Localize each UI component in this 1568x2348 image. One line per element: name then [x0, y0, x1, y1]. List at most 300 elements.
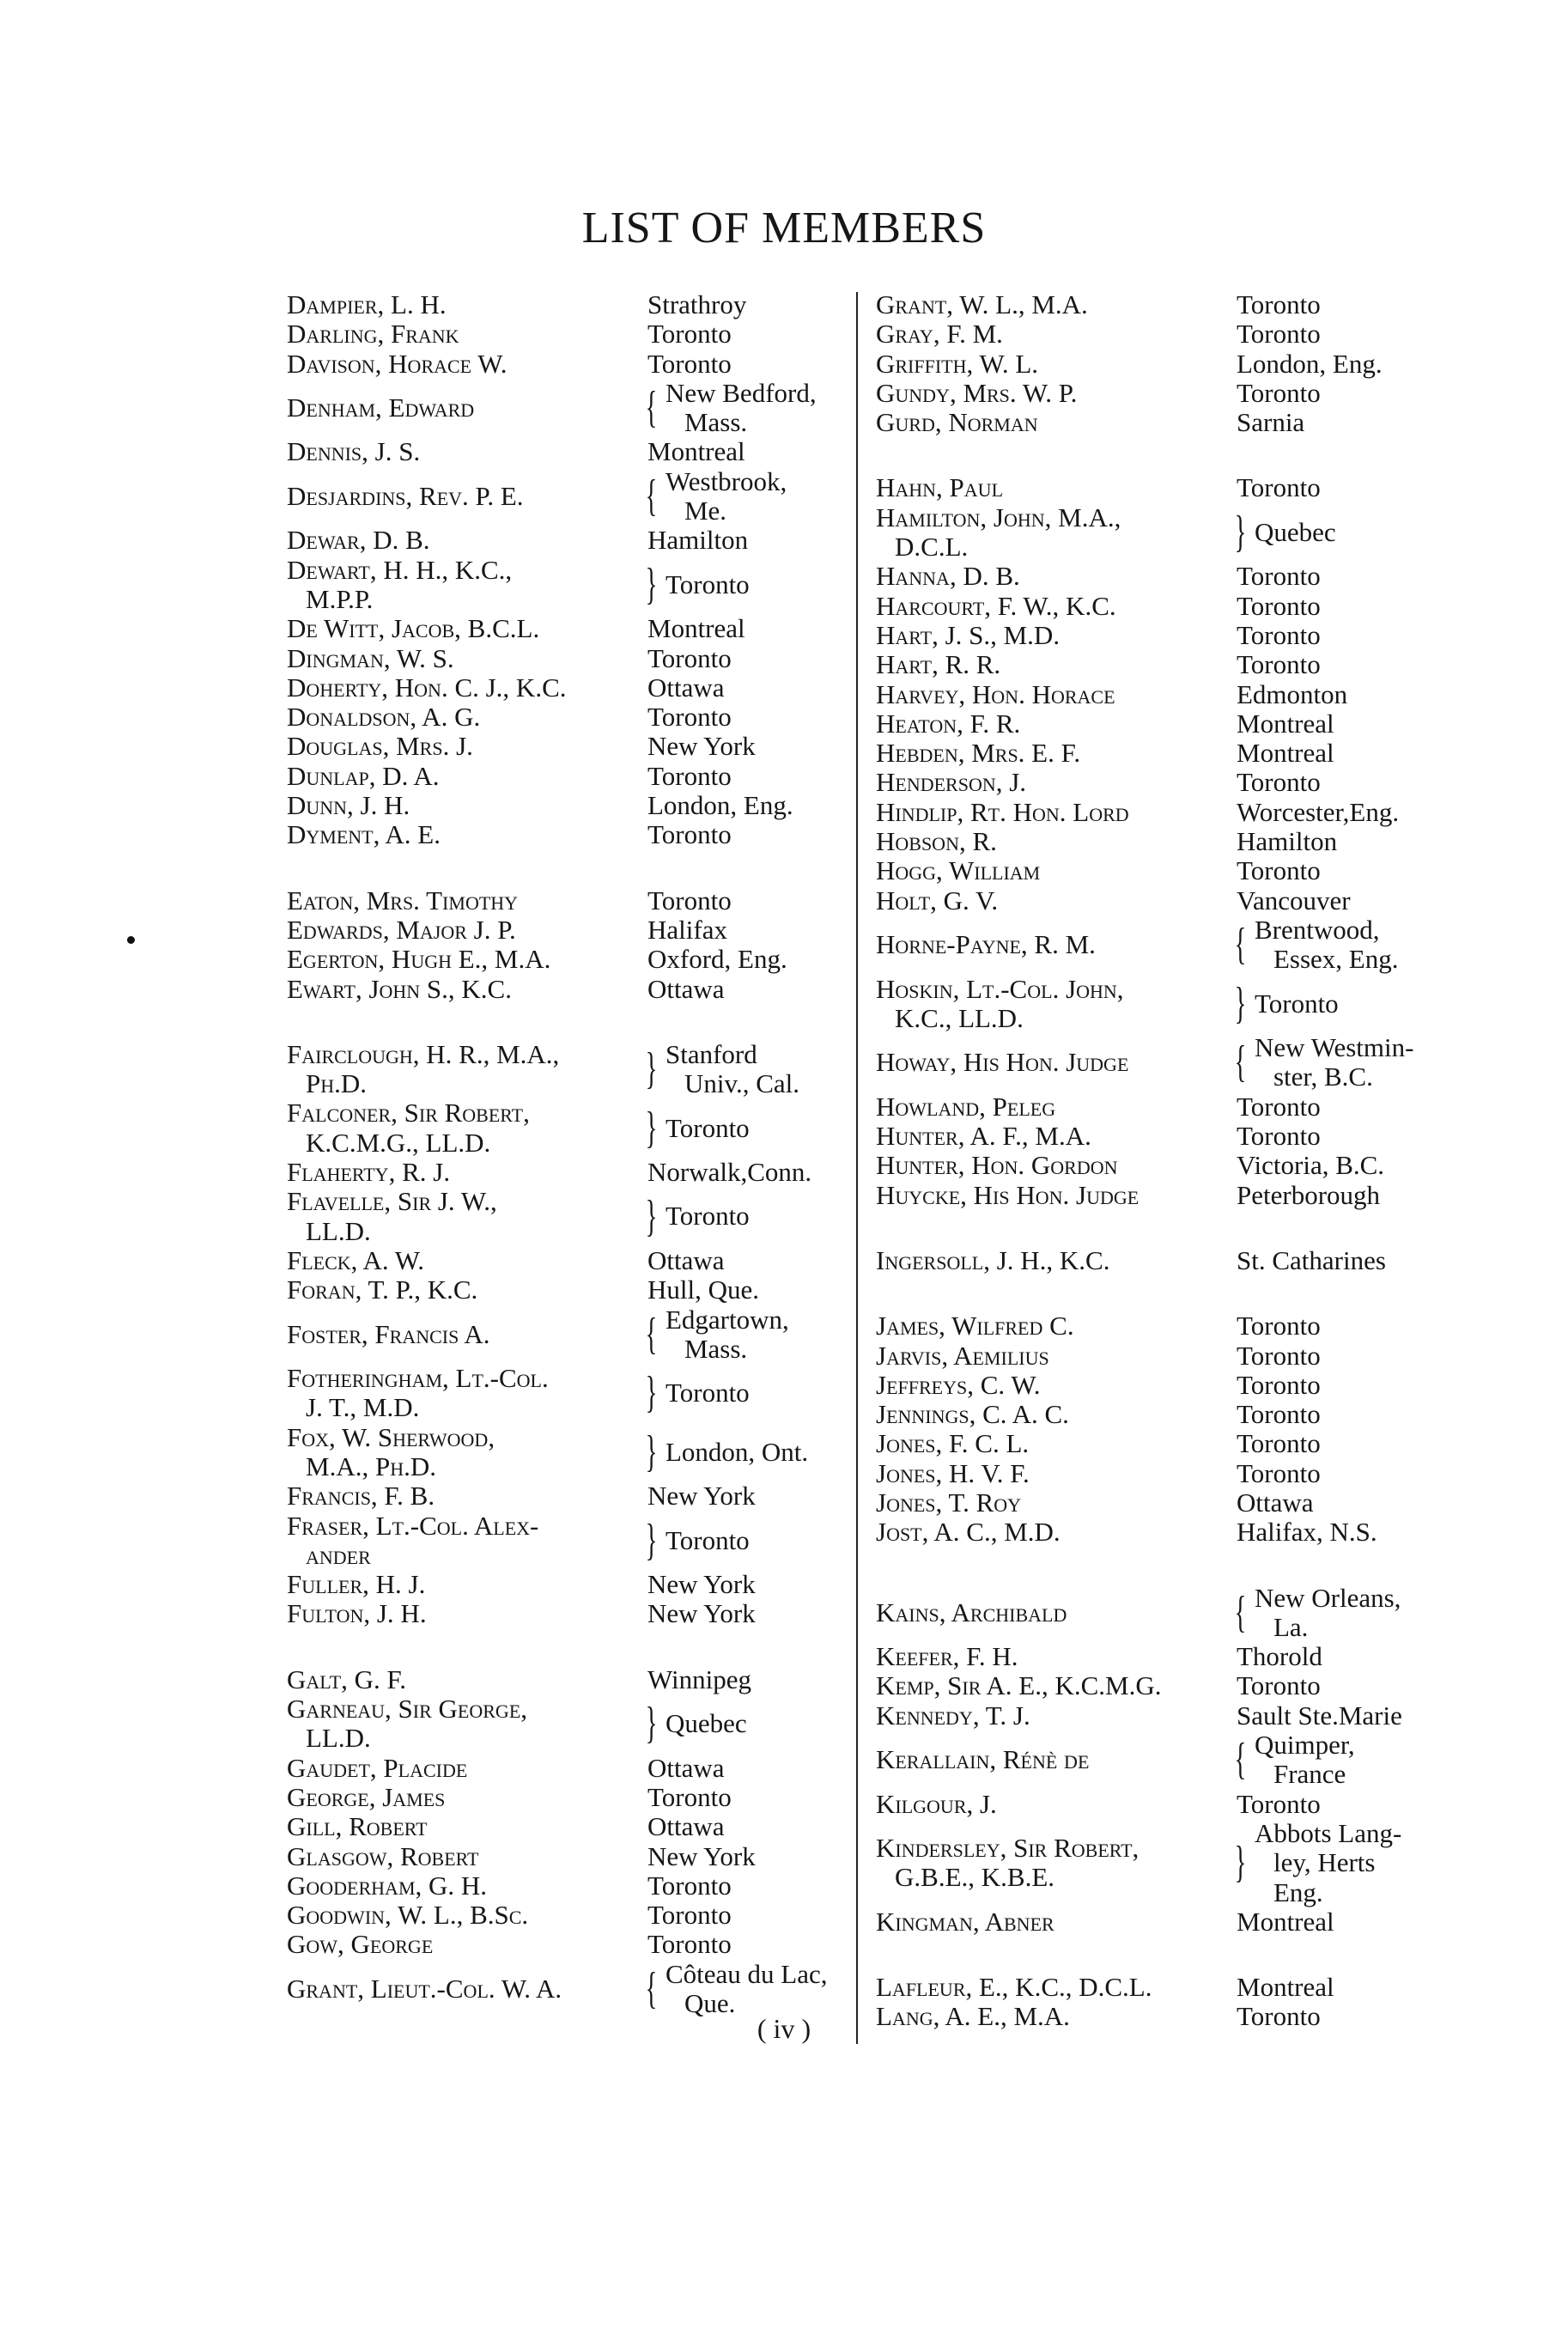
- member-name-line: Gooderham, G. H.: [287, 1870, 488, 1901]
- member-name-line: Hanna, D. B.: [876, 561, 1020, 592]
- member-location: [1237, 1459, 1460, 1488]
- member-name: [287, 1187, 647, 1246]
- member-location-line: Toronto: [665, 1112, 750, 1143]
- member-entry: [287, 1960, 836, 2019]
- member-entry: [876, 1033, 1460, 1092]
- member-name: [876, 856, 1237, 885]
- member-entry: [287, 1665, 836, 1694]
- section-gap: [287, 850, 836, 886]
- member-entry: [287, 526, 836, 555]
- member-name: [876, 827, 1237, 856]
- member-name-line: Garneau, Sir George,: [287, 1694, 528, 1725]
- member-name-continuation: Ph.D.: [306, 1068, 368, 1099]
- member-entry: [876, 473, 1460, 502]
- member-location: [665, 1960, 836, 2019]
- brace-mark: }: [645, 1699, 658, 1749]
- member-location: [1237, 592, 1460, 621]
- member-name: [287, 319, 647, 349]
- member-location: [647, 1871, 836, 1901]
- member-location-line: Toronto: [647, 319, 732, 350]
- member-location-line: Abbots Lang-: [1254, 1817, 1402, 1848]
- member-location: [1255, 1819, 1460, 1907]
- member-location-line: Toronto: [1237, 855, 1321, 886]
- member-name-line: Glasgow, Robert: [287, 1840, 479, 1871]
- member-name: [876, 930, 1237, 959]
- brace-mark: {: [645, 1309, 658, 1359]
- member-location: [647, 1570, 836, 1599]
- member-name-line: Hart, R. R.: [876, 649, 1001, 680]
- member-location: [1237, 768, 1460, 797]
- member-name-line: Doherty, Hon. C. J., K.C.: [287, 672, 567, 703]
- member-name-line: Egerton, Hugh E., M.A.: [287, 944, 551, 975]
- member-location: [1237, 1122, 1460, 1151]
- member-name-line: Flaherty, R. J.: [287, 1157, 451, 1188]
- member-entry: [876, 768, 1460, 797]
- member-name: [287, 482, 647, 511]
- member-location-line: Winnipeg: [647, 1664, 752, 1694]
- member-entry: [287, 556, 836, 615]
- member-location-line: Toronto: [1237, 1428, 1321, 1459]
- member-entry: [876, 915, 1460, 975]
- member-entry: [876, 1341, 1460, 1371]
- member-name-line: Gaudet, Placide: [287, 1752, 468, 1783]
- member-location: [647, 1842, 836, 1871]
- member-location-line: Toronto: [1237, 377, 1321, 408]
- member-entry: [287, 1364, 836, 1423]
- member-location: [647, 1246, 836, 1275]
- member-location: [647, 1930, 836, 1959]
- member-name: [287, 703, 647, 732]
- member-name: [287, 1040, 647, 1099]
- member-name-line: Dyment, A. E.: [287, 819, 441, 850]
- member-name-line: Gill, Robert: [287, 1811, 428, 1842]
- member-location: [1237, 562, 1460, 591]
- member-location: [647, 1665, 836, 1694]
- member-name: [287, 1275, 647, 1305]
- member-location: [1237, 379, 1460, 408]
- member-location: [647, 526, 836, 555]
- member-location-line: Vancouver: [1237, 885, 1351, 915]
- member-location-line: Toronto: [1237, 767, 1321, 798]
- member-location-line: St. Catharines: [1237, 1244, 1386, 1275]
- member-location-line: Toronto: [1237, 1670, 1321, 1701]
- member-name-line: Denham, Edward: [287, 392, 475, 423]
- member-location: [647, 1599, 836, 1628]
- member-name: [876, 503, 1237, 563]
- brace-mark: }: [645, 1368, 658, 1418]
- section-gap: [876, 1937, 1460, 1973]
- section-gap: [287, 1004, 836, 1040]
- member-location-line: New Bedford,: [665, 377, 817, 408]
- member-name-line: Dewar, D. B.: [287, 525, 430, 556]
- member-location-line: Montreal: [1237, 1906, 1334, 1937]
- ink-mark: [127, 936, 135, 944]
- member-name: [287, 975, 647, 1004]
- member-entry: [876, 1092, 1460, 1122]
- member-entry: [876, 290, 1460, 319]
- member-location-line: Toronto: [1237, 1788, 1321, 1819]
- member-entry: [876, 319, 1460, 349]
- brace-mark: }: [1234, 978, 1247, 1028]
- member-location-line: Quebec: [1254, 516, 1336, 547]
- member-name-line: Jones, F. C. L.: [876, 1428, 1030, 1459]
- member-entry: [876, 1907, 1460, 1937]
- member-name: [287, 1871, 647, 1901]
- member-location-line: Toronto: [1237, 289, 1321, 319]
- member-name-line: Galt, G. F.: [287, 1664, 407, 1694]
- member-name-line: Eaton, Mrs. Timothy: [287, 885, 519, 915]
- member-entry: [876, 1790, 1460, 1819]
- member-location-continuation: ster, B.C.: [1273, 1061, 1373, 1092]
- member-entry: [287, 437, 836, 466]
- member-name-line: Fuller, H. J.: [287, 1569, 426, 1600]
- member-location: [665, 1201, 836, 1231]
- member-name: [287, 1930, 647, 1959]
- member-name-line: Douglas, Mrs. J.: [287, 731, 473, 762]
- member-entry: [876, 1518, 1460, 1547]
- member-name: [876, 1048, 1237, 1077]
- member-name: [287, 886, 647, 915]
- brace-mark: }: [645, 1515, 658, 1565]
- member-location-continuation: Essex, Eng.: [1273, 944, 1399, 975]
- member-name: [876, 350, 1237, 379]
- member-name-line: Hart, J. S., M.D.: [876, 619, 1061, 650]
- member-location-line: Montreal: [1237, 738, 1334, 769]
- member-location-line: Côteau du Lac,: [665, 1958, 828, 1989]
- member-location-line: Toronto: [665, 1201, 750, 1232]
- member-location: [1237, 1092, 1460, 1122]
- member-entry: [287, 1423, 836, 1482]
- member-location-line: Toronto: [1237, 472, 1321, 503]
- member-name: [287, 762, 647, 791]
- member-name: [287, 1158, 647, 1187]
- member-name: [876, 1181, 1237, 1210]
- member-name: [876, 408, 1237, 437]
- section-gap: [876, 1275, 1460, 1311]
- member-location-line: Edgartown,: [665, 1304, 789, 1335]
- member-name: [287, 350, 647, 379]
- member-name: [287, 393, 647, 423]
- member-location: [1237, 1151, 1460, 1180]
- member-location-line: Toronto: [1237, 590, 1321, 621]
- member-entry: [287, 886, 836, 915]
- member-location-line: Edmonton: [1237, 678, 1348, 709]
- member-name: [876, 886, 1237, 915]
- member-name-line: Kains, Archibald: [876, 1597, 1067, 1627]
- member-location: [1255, 1584, 1460, 1643]
- member-location-line: Stanford: [665, 1038, 757, 1069]
- brace-mark: }: [645, 559, 658, 609]
- member-location: [1237, 1400, 1460, 1429]
- member-location-line: Toronto: [1237, 319, 1321, 350]
- member-location: [1237, 1642, 1460, 1671]
- section-gap: [876, 1548, 1460, 1584]
- member-location: [647, 732, 836, 761]
- member-name-line: Hahn, Paul: [876, 472, 1004, 503]
- member-name-line: Dunlap, D. A.: [287, 760, 440, 791]
- brace-mark: {: [1234, 1587, 1247, 1637]
- member-entry: [876, 1819, 1460, 1907]
- member-name: [287, 1098, 647, 1158]
- member-name-line: Kingman, Abner: [876, 1906, 1054, 1937]
- member-entry: [287, 1754, 836, 1783]
- brace-mark: {: [645, 1964, 658, 2014]
- member-entry: [876, 621, 1460, 650]
- members-column-left: [287, 290, 836, 2018]
- member-name-line: Hamilton, John, M.A.,: [876, 502, 1121, 532]
- member-location: [647, 762, 836, 791]
- member-location-continuation: Me.: [684, 496, 727, 526]
- member-name-continuation: ander: [306, 1539, 371, 1570]
- member-name: [287, 1665, 647, 1694]
- member-name-line: Dunn, J. H.: [287, 790, 410, 821]
- brace-mark: {: [645, 383, 658, 433]
- member-entry: [287, 1246, 836, 1275]
- member-entry: [876, 1371, 1460, 1400]
- member-entry: [287, 1901, 836, 1930]
- member-name: [876, 798, 1237, 827]
- member-name-line: Jones, H. V. F.: [876, 1457, 1030, 1488]
- member-name-continuation: J. T., M.D.: [306, 1392, 420, 1423]
- brace-mark: }: [645, 1103, 658, 1153]
- brace-mark: {: [1234, 1735, 1247, 1785]
- member-location: [647, 945, 836, 974]
- member-name: [876, 975, 1237, 1034]
- member-location: [647, 350, 836, 379]
- member-location: [647, 1158, 836, 1187]
- member-name-line: Francis, F. B.: [287, 1481, 435, 1512]
- member-name: [287, 1570, 647, 1599]
- member-location-line: Ottawa: [647, 973, 725, 1004]
- member-name-continuation: M.P.P.: [306, 583, 374, 614]
- member-location: [1237, 1371, 1460, 1400]
- member-location: [1237, 1181, 1460, 1210]
- member-name: [287, 556, 647, 615]
- member-name: [876, 1246, 1237, 1275]
- member-entry: [287, 1842, 836, 1871]
- member-name: [876, 592, 1237, 621]
- member-name-line: Gundy, Mrs. W. P.: [876, 377, 1078, 408]
- page-number: ( iv ): [757, 2013, 811, 2044]
- member-location-line: New Westmin-: [1254, 1032, 1414, 1063]
- member-name: [876, 1122, 1237, 1151]
- member-entry: [876, 1400, 1460, 1429]
- member-entry: [287, 1812, 836, 1841]
- member-name-line: Hebden, Mrs. E. F.: [876, 738, 1081, 769]
- member-entry: [287, 1512, 836, 1571]
- member-name-line: Gow, George: [287, 1929, 434, 1960]
- member-name: [287, 820, 647, 849]
- member-location-line: London, Eng.: [1237, 348, 1383, 379]
- member-name-line: Hunter, Hon. Gordon: [876, 1150, 1118, 1181]
- member-location-line: Halifax: [647, 914, 727, 945]
- member-name-line: Fulton, J. H.: [287, 1598, 427, 1629]
- member-location-line: Strathroy: [647, 289, 747, 319]
- member-entry: [876, 1584, 1460, 1643]
- member-name-line: Fox, W. Sherwood,: [287, 1421, 495, 1452]
- member-location: [647, 1812, 836, 1841]
- member-location-continuation: France: [1273, 1759, 1346, 1790]
- member-name-line: Foster, Francis A.: [287, 1318, 490, 1349]
- member-location-line: Toronto: [647, 1929, 732, 1960]
- member-name-line: Gurd, Norman: [876, 407, 1038, 438]
- member-location-continuation: ley, Herts: [1273, 1847, 1376, 1878]
- member-location: [1255, 1731, 1460, 1790]
- member-name: [876, 1400, 1237, 1429]
- member-location-line: Toronto: [647, 819, 732, 850]
- member-entry: [876, 975, 1460, 1034]
- member-name-line: Grant, Lieut.-Col. W. A.: [287, 1973, 562, 2004]
- member-name-line: Harvey, Hon. Horace: [876, 678, 1115, 709]
- member-location: [1237, 1973, 1460, 2002]
- member-name: [876, 1341, 1237, 1371]
- member-name-line: Lang, A. E., M.A.: [876, 2001, 1070, 2032]
- member-entry: [287, 945, 836, 974]
- member-location-line: Quebec: [665, 1708, 747, 1739]
- member-entry: [287, 762, 836, 791]
- member-entry: [876, 1671, 1460, 1700]
- member-entry: [287, 703, 836, 732]
- member-name: [876, 562, 1237, 591]
- member-location: [1237, 1488, 1460, 1518]
- member-name: [876, 1488, 1237, 1518]
- member-location: [665, 1526, 836, 1555]
- member-entry: [876, 1642, 1460, 1671]
- member-entry: [876, 1311, 1460, 1341]
- member-location: [1237, 798, 1460, 827]
- member-name: [287, 1423, 647, 1482]
- member-location: [647, 1481, 836, 1511]
- member-name: [876, 1907, 1237, 1937]
- member-entry: [876, 1151, 1460, 1180]
- section-gap: [876, 437, 1460, 473]
- member-name-line: Falconer, Sir Robert,: [287, 1098, 530, 1128]
- member-location: [1237, 827, 1460, 856]
- member-location-line: Hamilton: [1237, 826, 1338, 857]
- member-entry: [287, 1599, 836, 1628]
- member-name: [876, 1790, 1237, 1819]
- member-entry: [287, 975, 836, 1004]
- member-location: [1237, 1518, 1460, 1547]
- member-location-line: Sault Ste.Marie: [1237, 1700, 1402, 1731]
- member-name: [876, 1973, 1237, 2002]
- member-location: [1237, 408, 1460, 437]
- member-location-line: Westbrook,: [665, 465, 787, 496]
- member-name-line: Howay, His Hon. Judge: [876, 1047, 1129, 1078]
- member-location-line: London, Eng.: [647, 790, 793, 821]
- member-name-line: De Witt, Jacob, B.C.L.: [287, 613, 540, 644]
- member-name-line: Foran, T. P., K.C.: [287, 1274, 478, 1305]
- member-name: [287, 1694, 647, 1754]
- member-location-line: Montreal: [647, 613, 745, 644]
- member-name-line: Kemp, Sir A. E., K.C.M.G.: [876, 1670, 1162, 1701]
- member-name: [287, 526, 647, 555]
- member-location-line: Hamilton: [647, 525, 749, 556]
- member-name-continuation: K.C.M.G., LL.D.: [306, 1127, 491, 1158]
- member-location-line: Montreal: [647, 436, 745, 467]
- member-location: [647, 1275, 836, 1305]
- member-location-line: Toronto: [665, 569, 750, 599]
- member-name-line: Griffith, W. L.: [876, 348, 1039, 379]
- member-location-continuation: Que.: [684, 1988, 736, 2019]
- member-name-line: Goodwin, W. L., B.Sc.: [287, 1900, 529, 1931]
- member-name-line: George, James: [287, 1781, 446, 1812]
- member-name-line: Davison, Horace W.: [287, 348, 507, 379]
- member-location: [665, 1114, 836, 1143]
- member-name: [876, 1598, 1237, 1627]
- members-column-right: [876, 290, 1460, 2032]
- brace-mark: }: [1234, 508, 1247, 557]
- member-location-line: Toronto: [1237, 1399, 1321, 1430]
- member-entry: [287, 614, 836, 643]
- member-name: [876, 650, 1237, 679]
- member-name-line: Harcourt, F. W., K.C.: [876, 590, 1116, 621]
- member-location-continuation: Mass.: [684, 1333, 748, 1364]
- member-name-line: Donaldson, A. G.: [287, 702, 481, 733]
- member-name: [287, 614, 647, 643]
- member-name-continuation: LL.D.: [306, 1723, 371, 1754]
- member-location: [647, 319, 836, 349]
- member-location: [647, 1754, 836, 1783]
- member-location: [1255, 915, 1460, 975]
- brace-mark: }: [1234, 1838, 1247, 1888]
- member-name-continuation: M.A., Ph.D.: [306, 1451, 436, 1481]
- member-location-line: Toronto: [647, 1870, 732, 1901]
- member-name: [287, 1974, 647, 2004]
- member-entry: [287, 467, 836, 526]
- member-name: [876, 739, 1237, 768]
- member-location-line: Hull, Que.: [647, 1274, 760, 1305]
- member-name-line: Kindersley, Sir Robert,: [876, 1833, 1140, 1864]
- member-name-line: Hogg, William: [876, 855, 1041, 886]
- member-location-line: Toronto: [1237, 1340, 1321, 1371]
- member-entry: [876, 592, 1460, 621]
- section-gap: [876, 1210, 1460, 1246]
- member-name: [876, 1371, 1237, 1400]
- member-location: [1237, 1671, 1460, 1700]
- member-name: [876, 1311, 1237, 1341]
- member-name-continuation: LL.D.: [306, 1215, 371, 1246]
- member-location: [1237, 1701, 1460, 1731]
- member-entry: [287, 1481, 836, 1511]
- member-location-continuation: Eng.: [1273, 1877, 1323, 1907]
- member-entry: [876, 827, 1460, 856]
- page-title: LIST OF MEMBERS: [581, 204, 987, 252]
- member-name: [287, 732, 647, 761]
- member-name: [287, 1364, 647, 1423]
- member-entry: [876, 856, 1460, 885]
- member-name: [287, 673, 647, 703]
- member-entry: [287, 1930, 836, 1959]
- member-name-line: Hindlip, Rt. Hon. Lord: [876, 796, 1129, 827]
- member-name-line: Kennedy, T. J.: [876, 1700, 1030, 1731]
- member-entry: [287, 290, 836, 319]
- member-name-line: Hoskin, Lt.-Col. John,: [876, 973, 1124, 1004]
- member-entry: [287, 350, 836, 379]
- member-location: [647, 614, 836, 643]
- member-location-line: New York: [647, 1481, 756, 1512]
- member-entry: [876, 503, 1460, 563]
- member-location: [1255, 1033, 1460, 1092]
- brace-mark: {: [1234, 1037, 1247, 1087]
- member-name-line: Jost, A. C., M.D.: [876, 1517, 1061, 1548]
- member-name: [287, 1754, 647, 1783]
- member-location: [647, 886, 836, 915]
- member-entry: [287, 1275, 836, 1305]
- member-location-line: Ottawa: [647, 672, 725, 703]
- member-location-line: Toronto: [1237, 561, 1321, 592]
- member-location: [665, 1040, 836, 1099]
